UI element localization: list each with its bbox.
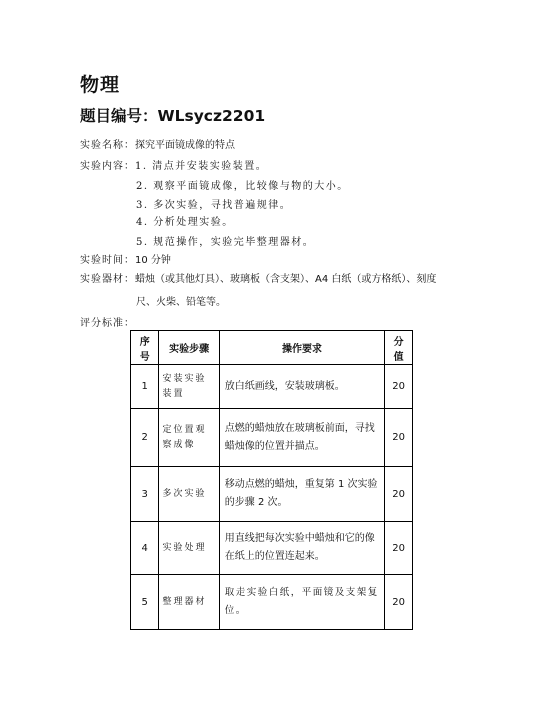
row-requirement: 放白纸画线，安装玻璃板。 <box>219 365 384 409</box>
experiment-time-label: 实验时间： <box>80 255 135 266</box>
experiment-name-line <box>80 136 235 151</box>
row-step: 定位置观察成像 <box>159 409 219 467</box>
equipment-label: 实验器材： <box>80 274 135 285</box>
row-no: 2 <box>131 409 159 467</box>
row-requirement: 取走实验白纸，平面镜及支架复位。 <box>219 575 384 630</box>
content-item: 2. 观察平面镜成像，比较像与物的大小。 <box>136 181 349 192</box>
header-no-line2: 号 <box>139 351 150 363</box>
table-row <box>131 467 413 522</box>
table-row <box>131 575 413 630</box>
experiment-name-label: 实验名称： <box>80 140 135 151</box>
row-no: 3 <box>131 467 159 522</box>
table-row <box>131 365 413 409</box>
header-step: 实验步骤 <box>159 331 219 365</box>
experiment-content-line <box>80 157 267 172</box>
row-step: 实验处理 <box>159 522 219 575</box>
header-score-line2: 值 <box>393 351 404 363</box>
header-no <box>131 331 159 365</box>
row-no: 1 <box>131 365 159 409</box>
row-no: 5 <box>131 575 159 630</box>
row-step: 整理器材 <box>159 575 219 630</box>
content-item: 1. 清点并安装实验装置。 <box>135 161 268 172</box>
experiment-time-line <box>80 251 171 266</box>
content-item: 5. 规范操作，实验完毕整理器材。 <box>136 237 315 248</box>
experiment-time-value: 10 分钟 <box>135 255 171 266</box>
content-item: 4. 分析处理实验。 <box>136 217 234 228</box>
row-score: 20 <box>385 365 413 409</box>
row-no: 4 <box>131 522 159 575</box>
question-code: 题目编号：WLsycz2201 <box>80 107 266 125</box>
header-requirement: 操作要求 <box>219 331 384 365</box>
row-requirement: 点燃的蜡烛放在玻璃板前面，寻找蜡烛像的位置并描点。 <box>219 409 384 467</box>
header-no-line1: 序 <box>139 336 150 348</box>
row-score: 20 <box>385 467 413 522</box>
row-score: 20 <box>385 522 413 575</box>
header-score-line1: 分 <box>393 336 404 348</box>
table-header-row <box>131 331 413 365</box>
row-score: 20 <box>385 409 413 467</box>
table-row <box>131 522 413 575</box>
row-requirement: 移动点燃的蜡烛，重复第 1 次实验的步骤 2 次。 <box>219 467 384 522</box>
equipment-line <box>80 270 436 285</box>
experiment-name-value: 探究平面镜成像的特点 <box>135 140 235 151</box>
equipment-value-2: 尺、火柴、铅笔等。 <box>136 297 226 308</box>
scoring-table <box>130 330 413 630</box>
row-requirement: 用直线把每次实验中蜡烛和它的像在纸上的位置连起来。 <box>219 522 384 575</box>
header-score <box>385 331 413 365</box>
row-score: 20 <box>385 575 413 630</box>
table-row <box>131 409 413 467</box>
experiment-content-label: 实验内容： <box>80 161 135 172</box>
subject-title: 物理 <box>80 74 121 96</box>
content-item: 3. 多次实验，寻找普遍规律。 <box>136 200 292 211</box>
row-step: 多次实验 <box>159 467 219 522</box>
equipment-value-1: 蜡烛（或其他灯具）、玻璃板（含支架）、A4 白纸（或方格纸）、刻度 <box>135 274 437 285</box>
row-step: 安装实验装置 <box>159 365 219 409</box>
scoring-criteria-label: 评分标准： <box>80 318 135 329</box>
